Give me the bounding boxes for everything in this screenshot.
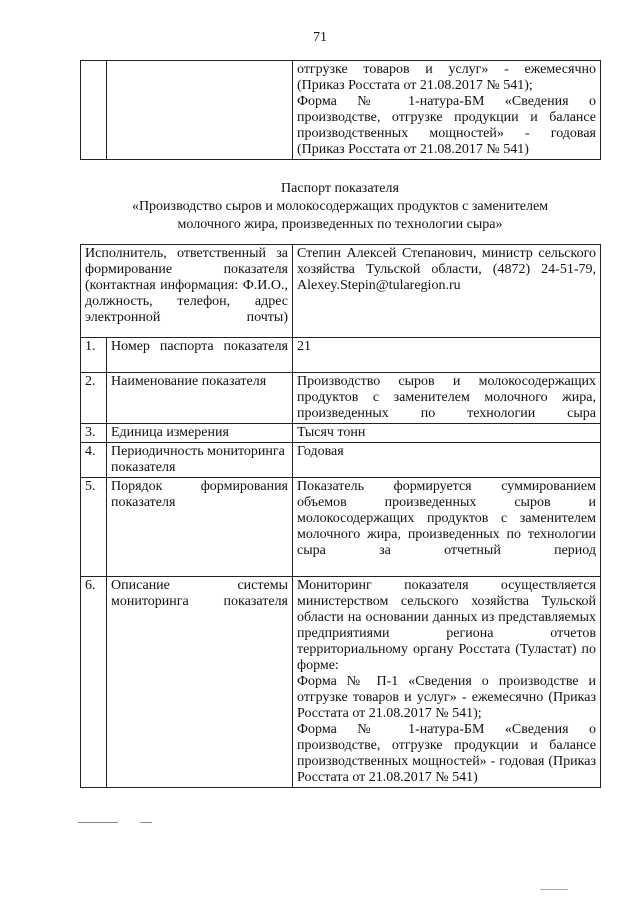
cell-value: [293, 61, 601, 160]
row-number: 6.: [81, 577, 107, 788]
row-label-text: Порядок формирования показателя: [111, 479, 288, 510]
passport-title: [80, 180, 600, 234]
table-row: [81, 443, 601, 478]
row-value: Тысяч тонн: [293, 424, 601, 443]
text-line: Форма № 1-натура-БМ «Сведения о: [297, 94, 596, 109]
row-value: 21: [293, 338, 601, 373]
row-label-text: Номер паспорта показателя: [111, 339, 288, 354]
table-row: [81, 424, 601, 443]
text-line: производственных мощностей» - годовая: [297, 126, 596, 141]
table-row: [81, 577, 601, 788]
row-number: 4.: [81, 443, 107, 478]
row-label: [107, 338, 293, 373]
table-row: [81, 478, 601, 577]
cell-num: [81, 61, 107, 160]
passport-heading: Паспорт показателя: [281, 181, 399, 196]
passport-table: [80, 244, 601, 788]
row-value-text: Производство сыров и молокосодержащих продуктов с заменителем молочного жира, произведенных по технологии сыра: [297, 374, 596, 421]
table-row: [81, 373, 601, 424]
row-label: Периодичность мониторинга показателя: [107, 443, 293, 478]
value-paragraph: Форма № П-1 «Сведения о производстве и отгрузке товаров и услуг» - ежемесячно (Приказ Росстата от 21.08.2017 № 541);: [297, 674, 596, 721]
executor-value-text: Степин Алексей Степанович, министр сельского хозяйства Тульской области, (4872) 24-51-79, Alexey.Stepin@tularegion.ru: [297, 246, 596, 293]
executor-value: [293, 245, 601, 338]
table-row: [81, 338, 601, 373]
row-value: [293, 373, 601, 424]
passport-subtitle-line1: «Производство сыров и молокосодержащих продуктов с заменителем: [131, 199, 549, 214]
page-number: 71: [313, 30, 327, 45]
table-row: [81, 61, 601, 160]
row-label: [107, 577, 293, 788]
executor-label-text: Исполнитель, ответственный за формирование показателя (контактная информация: Ф.И.О., должность, телефон, адрес электронной почты): [85, 246, 288, 325]
row-label: Наименование показателя: [107, 373, 293, 424]
scan-artifact: [540, 889, 568, 890]
row-number: 3.: [81, 424, 107, 443]
row-value: [293, 478, 601, 577]
row-number: 5.: [81, 478, 107, 577]
text-line: (Приказ Росстата от 21.08.2017 № 541): [297, 142, 529, 157]
passport-subtitle-line2: молочного жира, произведенных по технологии сыра»: [177, 217, 503, 232]
row-value: Годовая: [293, 443, 601, 478]
continuation-table: [80, 60, 601, 160]
row-value-text: Показатель формируется суммированием объемов произведенных сыров и молокосодержащих продуктов с заменителем молочного жира, произведенных по технологии сыра за отчетный период: [297, 479, 596, 558]
row-label-text: Описание системы мониторинга показателя: [111, 578, 288, 609]
row-label: [107, 478, 293, 577]
table-row-executor: [81, 245, 601, 338]
cell-label: [107, 61, 293, 160]
value-paragraph: Форма № 1-натура-БМ «Сведения о производстве, отгрузке продукции и балансе производственных мощностей» - годовая (Приказ Росстата от 21.08.2017 № 541): [297, 722, 596, 785]
row-label: Единица измерения: [107, 424, 293, 443]
text-line: (Приказ Росстата от 21.08.2017 № 541);: [297, 78, 533, 93]
row-number: 1.: [81, 338, 107, 373]
executor-label: [81, 245, 293, 338]
text-line: отгрузке товаров и услуг» - ежемесячно: [297, 62, 596, 77]
row-number: 2.: [81, 373, 107, 424]
row-value: [293, 577, 601, 788]
value-paragraph: Мониторинг показателя осуществляется министерством сельского хозяйства Тульской области на основании данных из представляемых предприятиями региона отчетов территориальному органу Росстата (Туластат) по форме:: [297, 578, 596, 673]
scan-artifact: [78, 822, 118, 823]
text-line: производстве, отгрузке продукции и балансе: [297, 110, 596, 125]
scan-artifact: [140, 822, 152, 823]
